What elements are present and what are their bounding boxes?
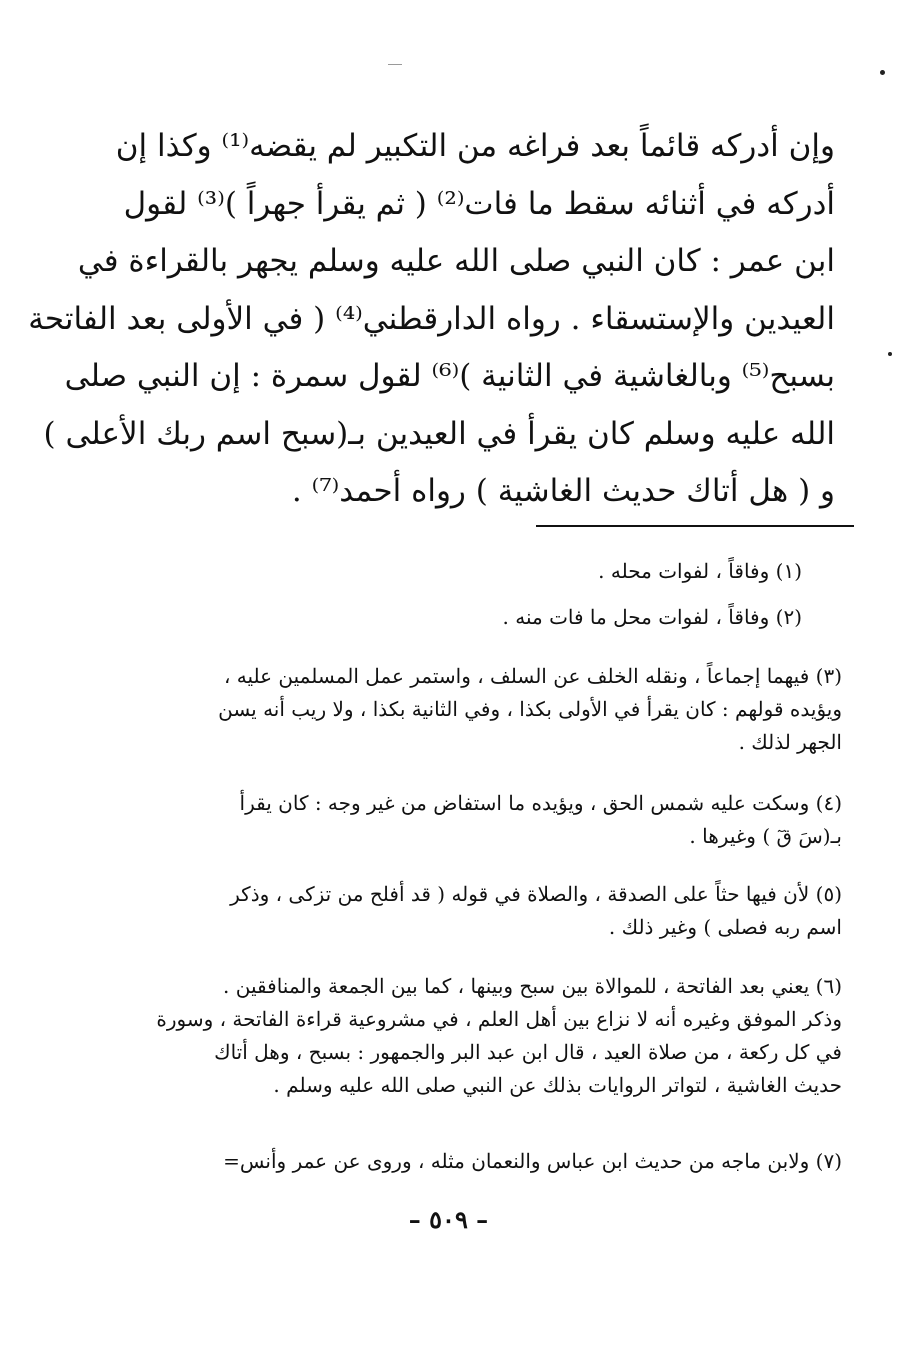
scan-dot <box>888 352 892 356</box>
footnote-line: بـ(سَ قٓ ) وغيرها . <box>689 824 842 848</box>
footnote-5 <box>122 878 842 944</box>
footnote-line: (١) وفاقاً ، لفوات محله . <box>598 559 802 583</box>
footnote-line: (٥) لأن فيها حثاً على الصدقة ، والصلاة في قوله ( قد أفلح من تزكى ، وذكر <box>230 882 842 906</box>
footnote-line: ويؤيده قولهم : كان يقرأ في الأولى بكذا ، وفي الثانية بكذا ، ولا ريب أنه يسن <box>218 697 842 721</box>
main-text <box>28 118 835 521</box>
main-text-line: و ( هل أتاك حديث الغاشية ) رواه أحمد⁽⁷⁾ . <box>291 473 835 509</box>
footnote-line: وذكر الموفق وغيره أنه لا نزاع بين أهل العلم ، في مشروعية قراءة الفاتحة ، وسورة <box>156 1007 842 1031</box>
footnote-line: (٤) وسكت عليه شمس الحق ، ويؤيده ما استفاض من غير وجه : كان يقرأ <box>239 791 842 815</box>
main-text-line: العيدين والإستسقاء . رواه الدارقطني⁽⁴⁾ ( في الأولى بعد الفاتحة <box>28 300 835 337</box>
footnote-6 <box>122 970 842 1102</box>
footnote-line: الجهر لذلك . <box>738 730 842 754</box>
footnote-3 <box>122 660 842 759</box>
footnote-line: (٢) وفاقاً ، لفوات محل ما فات منه . <box>502 605 802 629</box>
footnote-line: (٧) ولابن ماجه من حديث ابن عباس والنعمان مثله ، وروى عن عمر وأنس= <box>223 1149 842 1173</box>
main-text-line: ابن عمر : كان النبي صلى الله عليه وسلم يجهر بالقراءة في <box>77 243 835 279</box>
scan-mark <box>388 64 402 65</box>
main-text-line: الله عليه وسلم كان يقرأ في العيدين بـ(سبح اسم ربك الأعلى ) <box>43 415 835 452</box>
footnote-line: (٣) فيهما إجماعاً ، ونقله الخلف عن السلف ، واستمر عمل المسلمين عليه ، <box>223 664 842 688</box>
footnote-4 <box>122 787 842 853</box>
footnote-line: (٦) يعني بعد الفاتحة ، للموالاة بين سبح وبينها ، كما بين الجمعة والمنافقين . <box>223 974 842 998</box>
scan-dot <box>880 70 885 75</box>
footnote-separator <box>536 525 854 527</box>
footnote-1 <box>202 555 802 588</box>
main-text-line: أدركه في أثنائه سقط ما فات⁽²⁾ ( ثم يقرأ جهراً )⁽³⁾ لقول <box>123 185 835 222</box>
main-text-line: وإن أدركه قائماً بعد فراغه من التكبير لم يقضه⁽¹⁾ وكذا إن <box>115 128 835 164</box>
footnote-line: في كل ركعة ، من صلاة العيد ، قال ابن عبد البر والجمهور : بسبح ، وهل أتاك <box>214 1040 842 1064</box>
main-text-line: بسبح⁽⁵⁾ وبالغاشية في الثانية )⁽⁶⁾ لقول سمرة : إن النبي صلى <box>64 358 835 394</box>
footnote-line: حديث الغاشية ، لتواتر الروايات بذلك عن النبي صلى الله عليه وسلم . <box>273 1073 842 1097</box>
footnote-7 <box>122 1145 842 1178</box>
page-number: – ٥٠٩ – <box>408 1205 489 1234</box>
footnote-line: اسم ربه فصلى ) وغير ذلك . <box>608 915 842 939</box>
footnote-2 <box>202 601 802 634</box>
